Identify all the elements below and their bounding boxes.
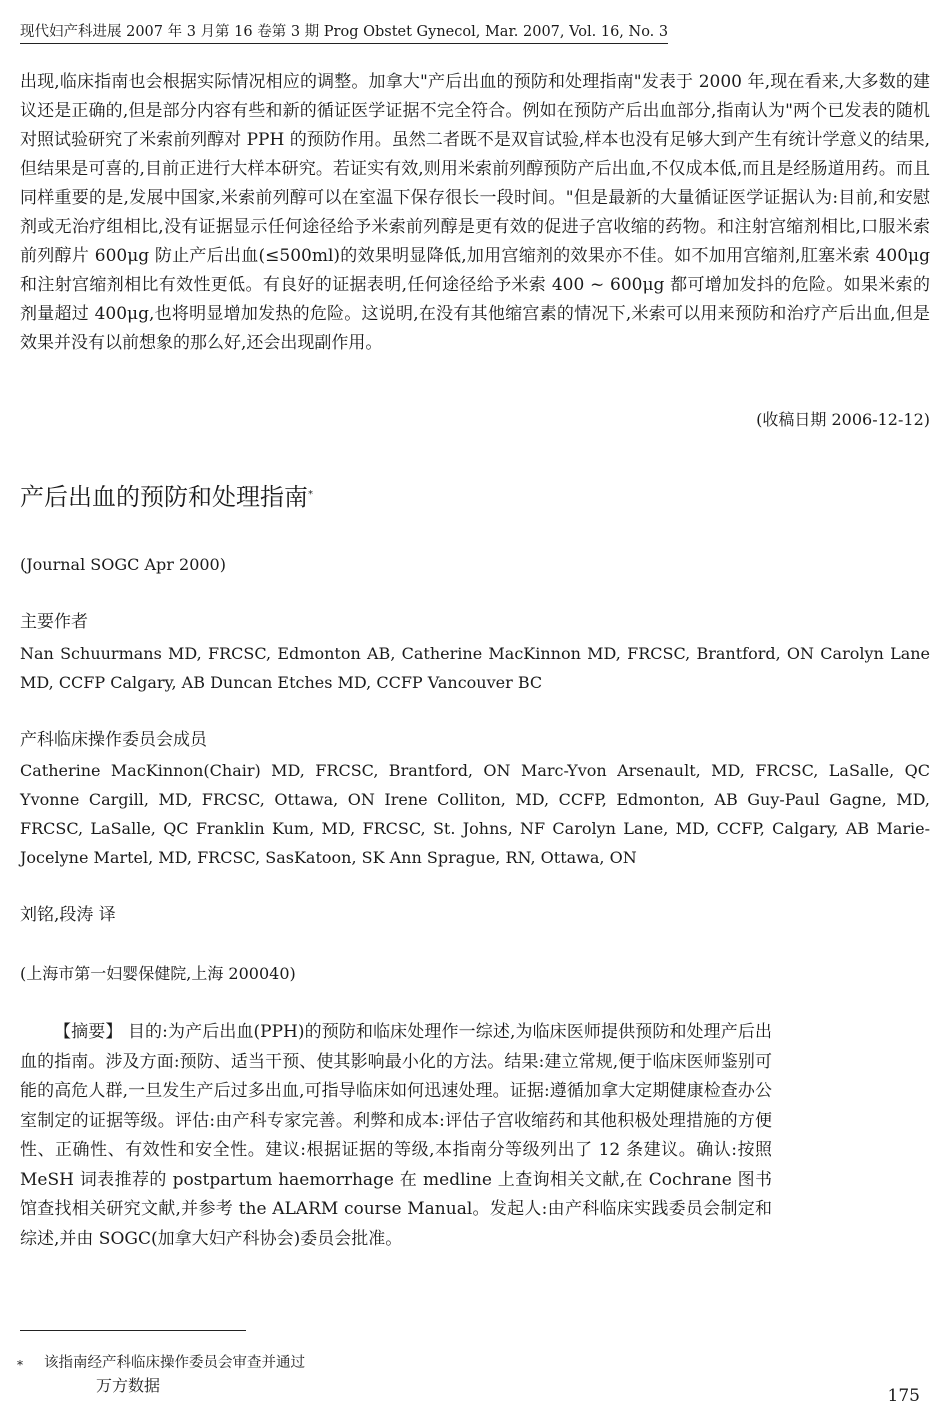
affiliation: (上海市第一妇婴保健院,上海 200040) <box>20 964 296 983</box>
footnote-mark: * <box>17 1358 23 1372</box>
committee-heading: 产科临床操作委员会成员 <box>20 730 207 750</box>
abstract-label: 【摘要】 <box>54 1022 123 1042</box>
footnote <box>17 1352 305 1374</box>
article-title-text: 产后出血的预防和处理指南 <box>20 483 308 511</box>
running-head: 现代妇产科进展 2007 年 3 月第 16 卷第 3 期 Prog Obstet Gynecol, Mar. 2007, Vol. 16, No. 3 <box>20 22 668 44</box>
main-authors-heading: 主要作者 <box>20 612 88 632</box>
main-authors-list: Nan Schuurmans MD, FRCSC, Edmonton AB, Catherine MacKinnon MD, FRCSC, Brantford, ON Carolyn Lane MD, CCFP Calgary, AB Duncan Etches MD, CCFP Vancouver BC <box>20 644 930 692</box>
page-number: 175 <box>887 1386 920 1406</box>
abstract-text: 目的:为产后出血(PPH)的预防和临床处理作一综述,为临床医师提供预防和处理产后出血的指南。涉及方面:预防、适当干预、使其影响最小化的方法。结果:建立常规,便于临床医师鉴别可能的高危人群,一旦发生产后过多出血,可指导临床如何迅速处理。证据:遵循加拿大定期健康检查办公室制定的证据等级。评估:由产科专家完善。利弊和成本:评估子宫收缩药和其他积极处理措施的方便性、正确性、有效性和安全性。建议:根据证据的等级,本指南分等级列出了 12 条建议。确认:按照 MeSH 词表推荐的 postpartum haemorrhage 在 medline 上查询相关文献,在 Cochrane 图书馆查找相关研究文献,并参考 the ALARM course Manual。发起人:由产科临床实践委员会制定和综述,并由 SOGC(加拿大妇产科协会)委员会批准。 <box>20 1022 772 1249</box>
abstract <box>20 1018 772 1254</box>
journal-source: (Journal SOGC Apr 2000) <box>20 555 226 574</box>
title-footnote-mark: * <box>308 489 313 500</box>
article-title <box>20 480 313 514</box>
committee-members-list: Catherine MacKinnon(Chair) MD, FRCSC, Brantford, ON Marc-Yvon Arsenault, MD, FRCSC, LaSalle, QC Yvonne Cargill, MD, FRCSC, Ottawa, ON Irene Colliton, MD, CCFP, Edmonton, AB Guy-Paul Gagne, MD, FRCSC, LaSalle, QC Franklin Kum, MD, FRCSC, St. Johns, NF Carolyn Lane, MD, CCFP, Calgary, AB Marie-Jocelyne Martel, MD, FRCSC, SasKatoon, SK Ann Sprague, RN, Ottawa, ON <box>20 761 930 867</box>
received-date: (收稿日期 2006-12-12) <box>756 410 930 429</box>
translators: 刘铭,段涛 译 <box>20 905 116 925</box>
footnote-divider <box>20 1330 246 1331</box>
footnote-text: 该指南经产科临床操作委员会审查并通过 <box>44 1355 305 1371</box>
continued-paragraph: 出现,临床指南也会根据实际情况相应的调整。加拿大"产后出血的预防和处理指南"发表于 2000 年,现在看来,大多数的建议还是正确的,但是部分内容有些和新的循证医学证据不完全符合。例如在预防产后出血部分,指南认为"两个已发表的随机对照试验研究了米索前列醇对 PPH 的预防作用。虽然二者既不是双盲试验,样本也没有足够大到产生有统计学意义的结果,但结果是可喜的,目前正进行大样本研究。若证实有效,则用米索前列醇预防产后出血,不仅成本低,而且是经肠道用药。而且同样重要的是,发展中国家,米索前列醇可以在室温下保存很长一段时间。"但是最新的大量循证医学证据认为:目前,和安慰剂或无治疗组相比,没有证据显示任何途径给予米索前列醇是更有效的促进子宫收缩的药物。和注射宫缩剂相比,口服米索前列醇片 600μg 防止产后出血(≤500ml)的效果明显降低,加用宫缩剂的效果亦不佳。如不加用宫缩剂,肛塞米索 400μg 和注射宫缩剂相比有效性更低。有良好的证据表明,任何途径给予米索 400 ~ 600μg 都可增加发抖的危险。如果米索的剂量超过 400μg,也将明显增加发热的危险。这说明,在没有其他缩宫素的情况下,米索可以用来预防和治疗产后出血,但是效果并没有以前想象的那么好,还会出现副作用。 <box>20 72 930 353</box>
watermark: 万方数据 <box>96 1376 161 1395</box>
